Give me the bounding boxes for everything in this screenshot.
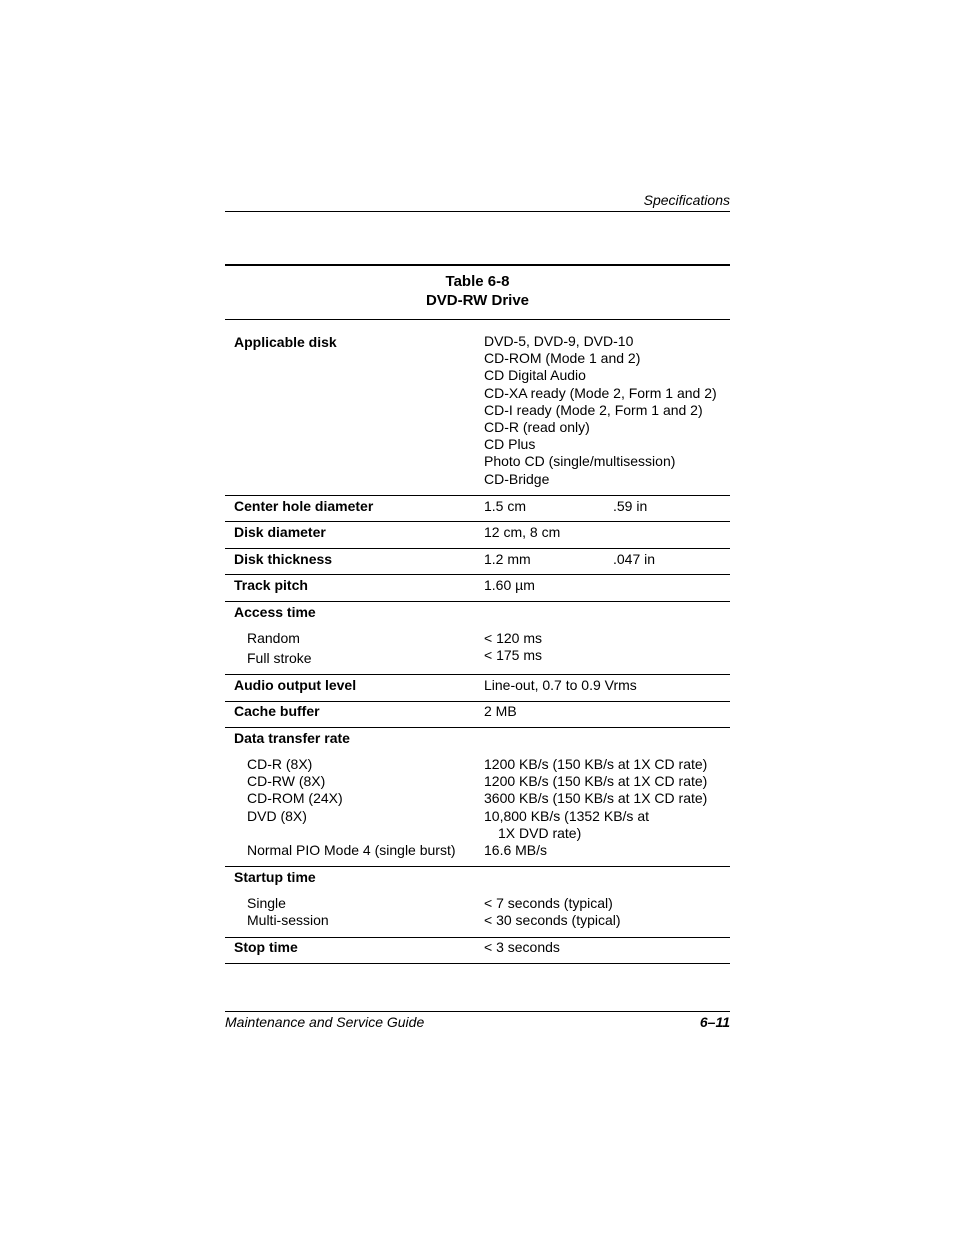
applicable-disk-label: Applicable disk — [234, 334, 337, 350]
access-time-label: Access time — [234, 604, 316, 620]
disk-diameter-label: Disk diameter — [234, 524, 326, 540]
data-transfer-values — [484, 756, 707, 859]
data-transfer-value: 3600 KB/s (150 KB/s at 1X CD rate) — [484, 790, 708, 807]
row-divider — [225, 548, 730, 549]
row-divider — [225, 727, 730, 728]
row-divider — [225, 601, 730, 602]
table-title: DVD-RW Drive — [425, 292, 530, 309]
data-transfer-value: 16.6 MB/s — [484, 841, 548, 858]
applicable-disk-value: CD Digital Audio — [484, 367, 586, 384]
data-transfer-value: 1200 KB/s (150 KB/s at 1X CD rate) — [484, 773, 708, 790]
audio-output-value: Line-out, 0.7 to 0.9 Vrms — [484, 677, 637, 693]
startup-sublabel: Multi-session — [247, 912, 329, 929]
startup-values — [484, 895, 621, 929]
row-divider — [225, 521, 730, 522]
disk-diameter-value: 12 cm, 8 cm — [484, 524, 561, 540]
access-random-value: < 120 ms — [484, 630, 542, 646]
data-transfer-sublabel: CD-ROM (24X) — [247, 790, 343, 807]
center-hole-label: Center hole diameter — [234, 498, 374, 514]
center-hole-metric: 1.5 cm — [484, 498, 527, 514]
data-transfer-label: Data transfer rate — [234, 730, 350, 746]
disk-thickness-imperial: .047 in — [613, 551, 656, 567]
table-bottom-rule — [225, 963, 730, 964]
access-fullstroke-label: Full stroke — [247, 650, 312, 666]
row-divider — [225, 701, 730, 702]
startup-sublabel: Single — [247, 895, 286, 911]
access-fullstroke-value: < 175 ms — [484, 647, 542, 663]
disk-thickness-metric: 1.2 mm — [484, 551, 531, 567]
data-transfer-value: 10,800 KB/s (1352 KB/s at — [484, 807, 649, 824]
applicable-disk-values — [484, 333, 717, 488]
running-header: Specifications — [643, 192, 730, 208]
footer-rule — [225, 1011, 730, 1012]
applicable-disk-value: CD-XA ready (Mode 2, Form 1 and 2) — [484, 384, 717, 401]
table-number: Table 6-8 — [445, 273, 510, 290]
center-hole-imperial: .59 in — [613, 498, 648, 514]
cache-buffer-label: Cache buffer — [234, 703, 320, 719]
table-title-rule — [225, 319, 730, 320]
startup-time-label: Startup time — [234, 869, 316, 885]
page-number: 6–11 — [699, 1014, 730, 1030]
stop-time-value: < 3 seconds — [484, 939, 560, 955]
stop-time-label: Stop time — [234, 939, 298, 955]
data-transfer-sublabel: Normal PIO Mode 4 (single burst) — [247, 841, 456, 858]
startup-value: < 30 seconds (typical) — [484, 912, 621, 929]
track-pitch-label: Track pitch — [234, 577, 308, 593]
cache-buffer-value: 2 MB — [484, 703, 517, 719]
data-transfer-sublabel: DVD (8X) — [247, 807, 307, 824]
applicable-disk-value: CD-ROM (Mode 1 and 2) — [484, 350, 641, 367]
applicable-disk-value: CD Plus — [484, 436, 536, 453]
applicable-disk-value: Photo CD (single/multisession) — [484, 453, 676, 470]
applicable-disk-value: CD-I ready (Mode 2, Form 1 and 2) — [484, 401, 703, 418]
data-transfer-value: 1200 KB/s (150 KB/s at 1X CD rate) — [484, 756, 708, 772]
data-transfer-sublabels — [247, 756, 456, 859]
track-pitch-value: 1.60 µm — [484, 577, 535, 593]
spacer — [247, 825, 456, 842]
startup-sublabels — [247, 895, 329, 929]
table-top-rule — [225, 264, 730, 266]
applicable-disk-value: DVD-5, DVD-9, DVD-10 — [484, 333, 634, 349]
row-divider — [225, 495, 730, 496]
row-divider — [225, 866, 730, 867]
header-rule — [225, 211, 730, 212]
data-transfer-sublabel: CD-R (8X) — [247, 756, 313, 772]
row-divider — [225, 674, 730, 675]
row-divider — [225, 937, 730, 938]
row-divider — [225, 574, 730, 575]
applicable-disk-value: CD-Bridge — [484, 470, 550, 487]
disk-thickness-label: Disk thickness — [234, 551, 333, 567]
access-random-label: Random — [247, 630, 300, 646]
audio-output-label: Audio output level — [234, 677, 357, 693]
startup-value: < 7 seconds (typical) — [484, 895, 613, 911]
data-transfer-value-cont: 1X DVD rate) — [498, 824, 582, 841]
data-transfer-sublabel: CD-RW (8X) — [247, 773, 326, 790]
footer-title: Maintenance and Service Guide — [225, 1014, 425, 1030]
applicable-disk-value: CD-R (read only) — [484, 418, 590, 435]
